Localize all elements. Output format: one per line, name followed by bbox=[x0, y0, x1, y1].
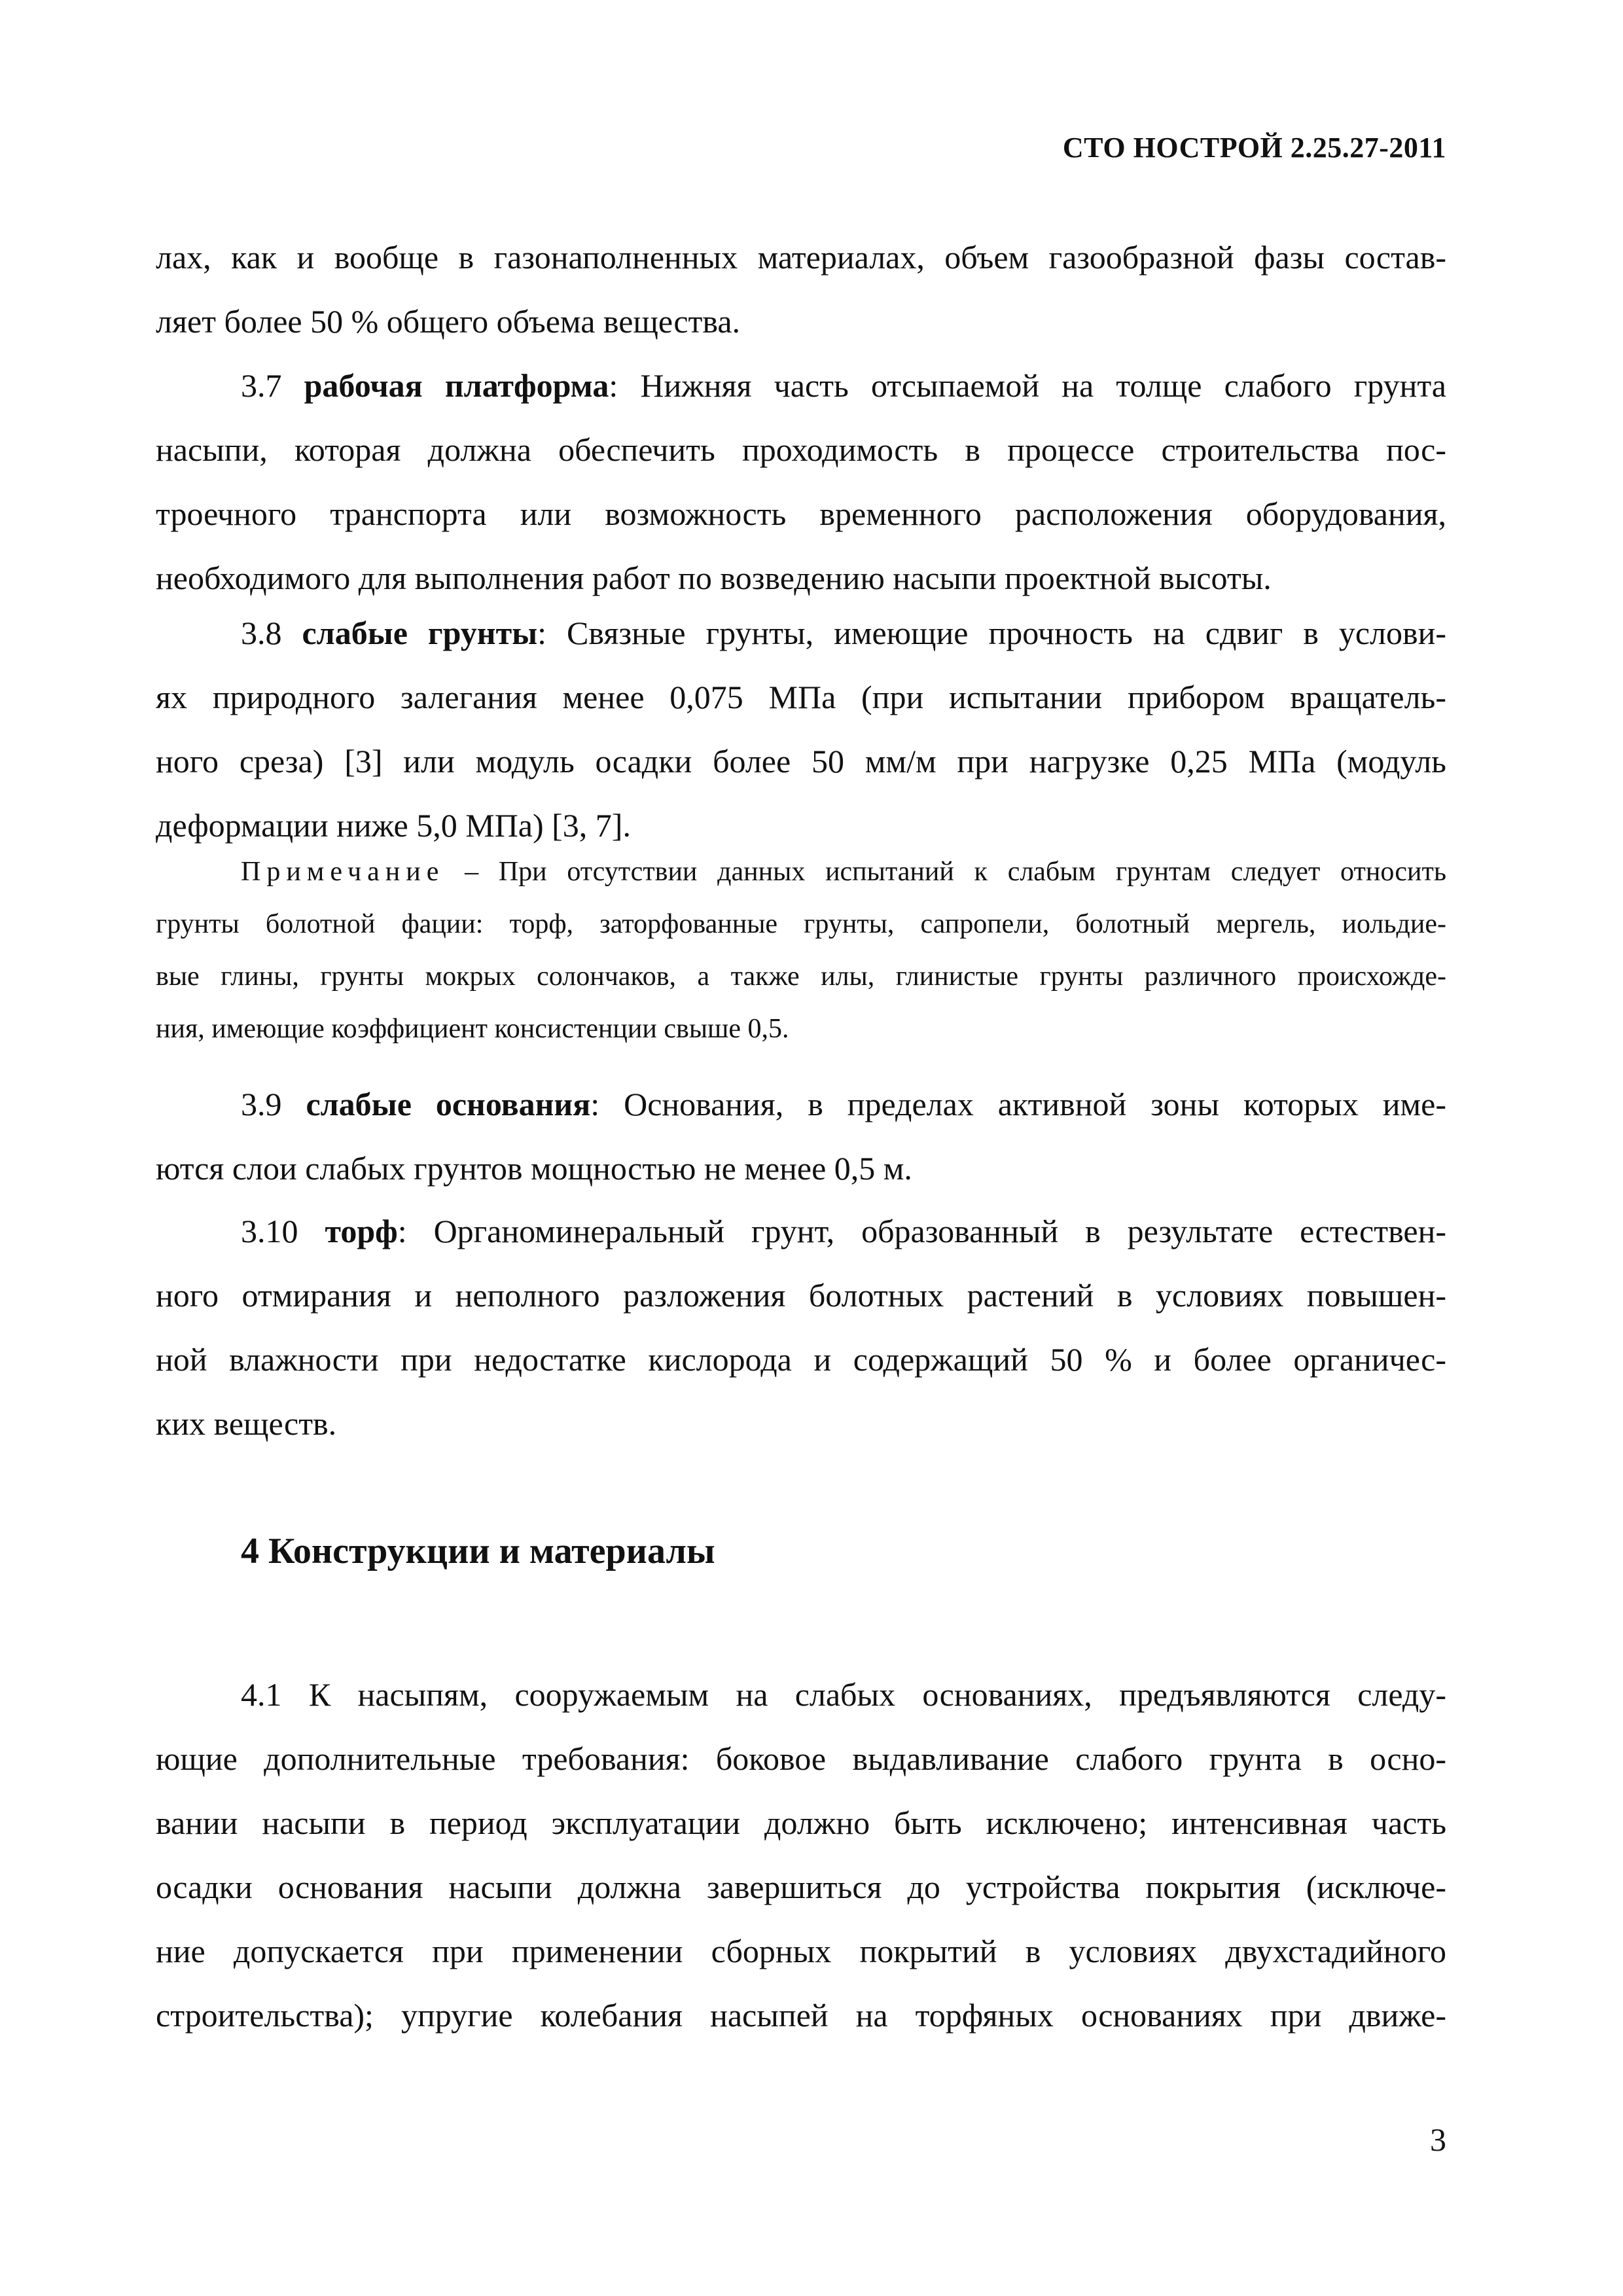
text-line bbox=[156, 1072, 1446, 1136]
section-heading: 4 Конструкции и материалы bbox=[241, 1531, 715, 1571]
text-line: осадки основания насыпи должна завершиться до устройства покрытия (исключе- bbox=[156, 1869, 1446, 1905]
text-line: ной влажности при недостатке кислорода и содержащий 50 % и более органичес- bbox=[156, 1341, 1446, 1378]
defined-term: рабочая платформа bbox=[304, 367, 609, 404]
text-line: ких веществ. bbox=[156, 1405, 337, 1442]
note-text: – При отсутствии данных испытаний к слабым грунтам следует относить bbox=[444, 857, 1446, 887]
clause-number: 3.10 bbox=[241, 1213, 325, 1249]
clause-number: 3.7 bbox=[241, 367, 304, 404]
definition-text: : Связные грунты, имеющие прочность на сдвиг в услови- bbox=[537, 615, 1446, 651]
text-line bbox=[156, 846, 1446, 898]
text-line: ного отмирания и неполного разложения болотных растений в условиях повышен- bbox=[156, 1277, 1446, 1314]
paragraph-4-1 bbox=[156, 1662, 1446, 2047]
definition-text: : Основания, в пределах активной зоны которых име- bbox=[590, 1086, 1446, 1122]
text-line: ляет более 50 % общего объема вещества. bbox=[156, 303, 741, 340]
note-label: Примечание bbox=[241, 857, 445, 887]
paragraph-3-10 bbox=[156, 1199, 1446, 1456]
text-line: строительства); упругие колебания насыпей на торфяных основаниях при движе- bbox=[156, 1997, 1446, 2034]
text-line: вые глины, грунты мокрых солончаков, а также илы, глинистые грунты различного происхожде- bbox=[156, 961, 1446, 992]
text-line: ях природного залегания менее 0,075 МПа (при испытании прибором вращатель- bbox=[156, 679, 1446, 715]
text-line bbox=[156, 1199, 1446, 1263]
text-line: ние допускается при применении сборных покрытий в условиях двухстадийного bbox=[156, 1933, 1446, 1969]
defined-term: торф bbox=[325, 1213, 398, 1249]
text-line: 4.1 К насыпям, сооружаемым на слабых основаниях, предъявляются следу- bbox=[241, 1676, 1446, 1713]
paragraph-3-9 bbox=[156, 1072, 1446, 1200]
text-line bbox=[156, 353, 1446, 418]
page-number: 3 bbox=[1430, 2121, 1446, 2158]
text-line: необходимого для выполнения работ по возведению насыпи проектной высоты. bbox=[156, 560, 1272, 596]
paragraph-3-8 bbox=[156, 601, 1446, 857]
defined-term: слабые основания bbox=[306, 1086, 591, 1122]
text-line: ются слои слабых грунтов мощностью не менее 0,5 м. bbox=[156, 1150, 912, 1187]
text-line: насыпи, которая должна обеспечить проходимость в процессе строительства пос- bbox=[156, 431, 1446, 468]
text-line: троечного транспорта или возможность временного расположения оборудования, bbox=[156, 495, 1446, 532]
definition-text: : Органоминеральный грунт, образованный в результате естествен- bbox=[397, 1213, 1446, 1249]
text-line: ного среза) [3] или модуль осадки более 50 мм/м при нагрузке 0,25 МПа (модуль bbox=[156, 743, 1446, 780]
defined-term: слабые грунты bbox=[302, 615, 538, 651]
definition-text: : Нижняя часть отсыпаемой на толще слабого грунта bbox=[609, 367, 1447, 404]
paragraph-continuation bbox=[156, 225, 1446, 353]
text-line: ющие дополнительные требования: боковое выдавливание слабого грунта в осно- bbox=[156, 1740, 1446, 1777]
text-line: ния, имеющие коэффициент консистенции свыше 0,5. bbox=[156, 1014, 789, 1044]
note-block bbox=[156, 846, 1446, 1055]
paragraph-3-7 bbox=[156, 353, 1446, 610]
text-line: грунты болотной фации: торф, заторфованные грунты, сапропели, болотный мергель, иольдие- bbox=[156, 909, 1446, 939]
clause-number: 3.8 bbox=[241, 615, 302, 651]
clause-number: 3.9 bbox=[241, 1086, 306, 1122]
document-code-header: СТО НОСТРОЙ 2.25.27-2011 bbox=[1062, 132, 1446, 164]
text-line bbox=[156, 601, 1446, 665]
text-line: деформации ниже 5,0 МПа) [3, 7]. bbox=[156, 807, 631, 844]
text-line: вании насыпи в период эксплуатации должно быть исключено; интенсивная часть bbox=[156, 1804, 1446, 1841]
text-line: лах, как и вообще в газонаполненных материалах, объем газообразной фазы состав- bbox=[156, 239, 1446, 276]
